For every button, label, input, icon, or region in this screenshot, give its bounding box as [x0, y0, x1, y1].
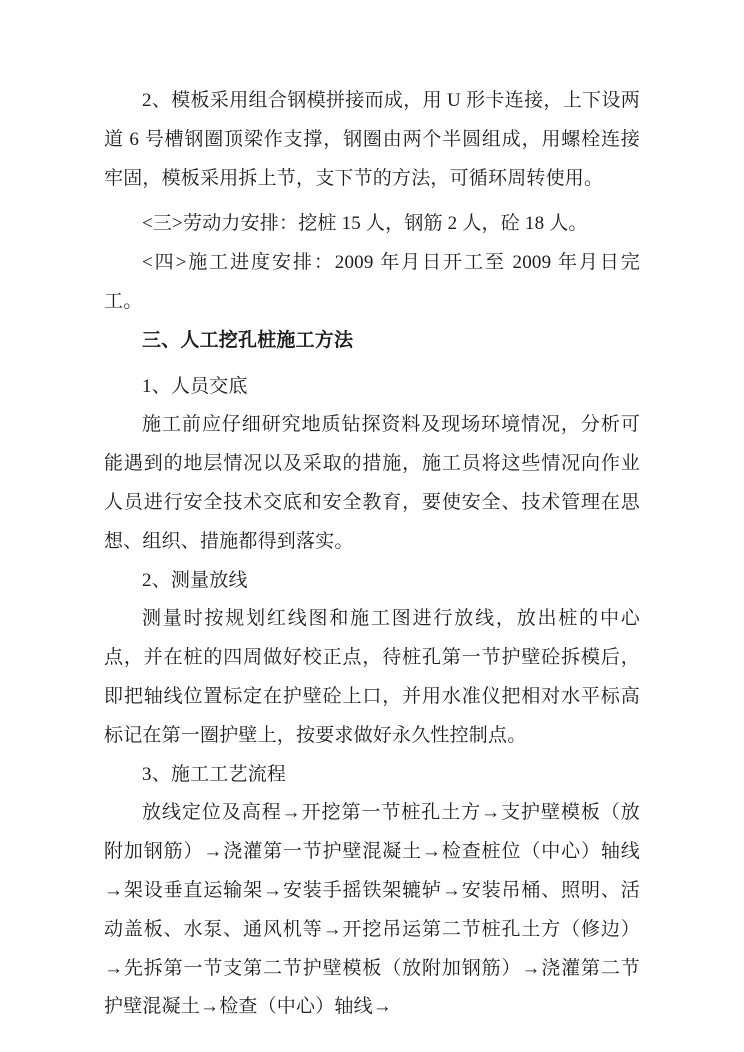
paragraph-formwork: 2、模板采用组合钢模拼接而成，用 U 形卡连接，上下设两道 6 号槽钢圈顶梁作支撑，钢圈由两个半圆组成，用螺栓连接牢固，模板采用拆上节，支下节的方法，可循环周转使用。 [104, 90, 640, 189]
subheading-survey-layout: 2、测量放线 [142, 569, 248, 591]
subheading-personnel-briefing: 1、人员交底 [142, 375, 248, 397]
document-body [104, 82, 640, 1027]
paragraph-personnel-briefing-body: 施工前应仔细研究地质钻探资料及现场环境情况，分析可能遇到的地层情况以及采取的措施，施工员将这些情况向作业人员进行安全技术交底和安全教育，要使安全、技术管理在思想、组织、措施都得到落实。 [104, 414, 640, 552]
paragraph-process-flow-body: 放线定位及高程→开挖第一节桩孔土方→支护壁模板（放附加钢筋）→浇灌第一节护壁混凝土→检查桩位（中心）轴线→架设垂直运输架→安装手摇铁架辘轳→安装吊桶、照明、活动盖板、水泵、通风机等→开挖吊运第二节桩孔土方（修边）→先拆第一节支第二节护壁模板（放附加钢筋）→浇灌第二节护壁混凝土→检查（中心）轴线→ [104, 802, 640, 1018]
paragraph-labor-arrangement: <三>劳动力安排：挖桩 15 人，钢筋 2 人，砼 18 人。 [142, 213, 588, 235]
section-heading-construction-method: 三、人工挖孔桩施工方法 [142, 329, 354, 351]
subheading-process-flow: 3、施工工艺流程 [142, 763, 287, 785]
paragraph-survey-layout-body: 测量时按规划红线图和施工图进行放线，放出桩的中心点，并在桩的四周做好校正点，待桩孔第一节护壁砼拆模后，即把轴线位置标定在护壁砼上口，并用水准仪把相对水平标高标记在第一圈护壁上，按要求做好永久性控制点。 [104, 608, 640, 746]
paragraph-schedule-arrangement: <四>施工进度安排：2009 年月日开工至 2009 年月日完工。 [104, 252, 640, 312]
